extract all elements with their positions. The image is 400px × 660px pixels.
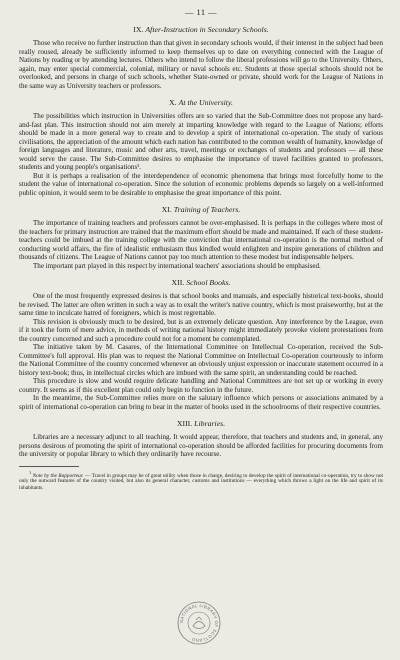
section-heading: Training of Teachers. xyxy=(173,205,241,214)
paragraph: Those who receive no further instruction than that given in secondary schools would, if their interest in the subject had been really roused, already be sufficiently informed to keep themselves up to date on everything connected with the League of Nations by reading or by attending lectures. Others who intend to follow the liberal professions will go to the University. Others, again, may enter special commercial, colonial, military or naval schools etc. Students at those special schools should not be overlooked, and persons in charge of such schools, whether State-owned or private, should work for the League of Nations in the same way as University teachers or professors. xyxy=(19,39,383,90)
paragraph: This revision is obviously much to be desired, but is an extremely delicate question. Any interference by the League, even if it took the form of mere advice, in methods of writing national history might immediately provoke violent protestations from the country concerned and such a procedure could not for a moment be contemplated. xyxy=(19,317,383,343)
paragraph: In the meantime, the Sub-Committee relies more on the salutary influence which persons or associations animated by a spirit of international co-operation can bring to bear in the matter of books used in the schoolrooms of their respective countries. xyxy=(19,394,383,411)
section-heading: After-Instruction in Secondary Schools. xyxy=(145,25,269,34)
footnote: $^1$ Note by the Rapporteur. — Travel in groups may be of great utility when those in charge, desiring to develop the spirit of international co-operation, try to show not only the outward features of the country visited, but also its general character, customs and institutions — everything which throws a light on the life and spirit of its inhabitants. xyxy=(19,469,384,491)
section-title xyxy=(19,419,383,428)
svg-text:NATIONAL LIBRARY OF SCOTLAND xyxy=(179,603,219,643)
section-title xyxy=(19,25,383,34)
section-number: IX. xyxy=(133,25,144,34)
section-title xyxy=(19,205,383,214)
paragraph: The importance of training teachers and professors cannot be over-emphasised. It is perhaps in the colleges where most of the teachers for primary instruction are trained that the maximum effort should be made and maintained. If each of these student-teachers could be imbued at the training college with the conviction that international co-operation is the normal method of conducting world affairs, the fire of idealistic enthusiasm thus kindled would enlighten and inspire generations of children and thousands of citizens. The League of Nations cannot pay too much attention to these modest but indispensable helpers. xyxy=(19,219,383,261)
section-number: X. xyxy=(169,98,177,107)
paragraph: The possibilities which instruction in Universities offers are so varied that the Sub-Committee does not propose any hard-and-fast plan. This instruction should not aim merely at imparting knowledge with regard to the League of Nations; efforts should be made in a more general way to create and to develop a spirit of international co-operation. The study of various civilisations, the appreciation of the amount which each nation has contributed to the common wealth of humanity, knowledge of foreign languages and literature, music and other arts, travel, meetings or exchanges of students and professors — all these would serve the cause. The Sub-Committee desires to emphasise the importance of travel facilities granted to professors, students and young people's organisations¹. xyxy=(19,112,383,171)
section-number: XII. xyxy=(171,278,185,287)
paragraph: Libraries are a necessary adjunct to all teaching. It would appear, therefore, that teachers and students and, in general, any persons desirous of promoting the spirit of international co-operation should be afforded facilities for procuring documents from the university or popular library to which they ordinarily have recourse. xyxy=(19,433,383,458)
footnote-label: Note by the Rapporteur. xyxy=(32,472,84,479)
section-heading: At the University. xyxy=(178,98,233,107)
section-title xyxy=(19,278,383,287)
section-number: XIII. xyxy=(176,419,193,428)
footnote-text: — Travel in groups may be of great utility when those in charge, desiring to develop the spirit of international co-operation, try to show not only the outward features of the country visited, but also its general character, customs and institutions — everything which throws a light on the life and spirit of its inhabitants. xyxy=(19,472,384,491)
library-stamp xyxy=(176,600,222,646)
page-number: — 11 — xyxy=(184,8,217,17)
section-heading: School Books. xyxy=(186,278,231,287)
paragraph: The important part played in this respect by international teachers' associations should be emphasised. xyxy=(33,261,321,270)
section-number: XI. xyxy=(161,205,172,214)
sections-container xyxy=(19,25,383,459)
section-heading: Libraries. xyxy=(194,419,226,428)
paragraph: The initiative taken by M. Casares, of the International Committee on Intellectual Co-operation, received the Sub-Committee's full approval. His plan was to request the National Committee on Intellectual Co-operation courteously to inform the National Committee of the country concerned whenever an obviously unjust expression or inaccurate statement occurred in a history text-book; thus, in intellectual circles which are imbued with the same spirit, an understanding could be reached. xyxy=(19,343,383,377)
stamp-text: NATIONAL LIBRARY OF SCOTLAND xyxy=(178,602,220,644)
paragraph: One of the most frequently expressed desires is that school books and manuals, and especially historical text-books, should be revised. The latter are often written in such a way as to exalt the writer's native country, which is most praiseworthy, but at the same time to inculcate hatred of foreigners, which is most regrettable. xyxy=(19,292,383,317)
paragraph: This procedure is slow and would require delicate handling and National Committees are not set up or working in every country. It seems as if this excellent plan could only begin to function in the future. xyxy=(19,377,383,394)
footnote-rule xyxy=(19,466,79,467)
section-title xyxy=(19,98,383,107)
paragraph: But it is perhaps a realisation of the interdependence of economic phenomena that brings most forcefully home to the student the value of international co-operation. Since the solution of economic problems depends so largely on a well-informed public opinion, it would seem to be desirable to emphasise the great importance of this point. xyxy=(19,171,383,197)
